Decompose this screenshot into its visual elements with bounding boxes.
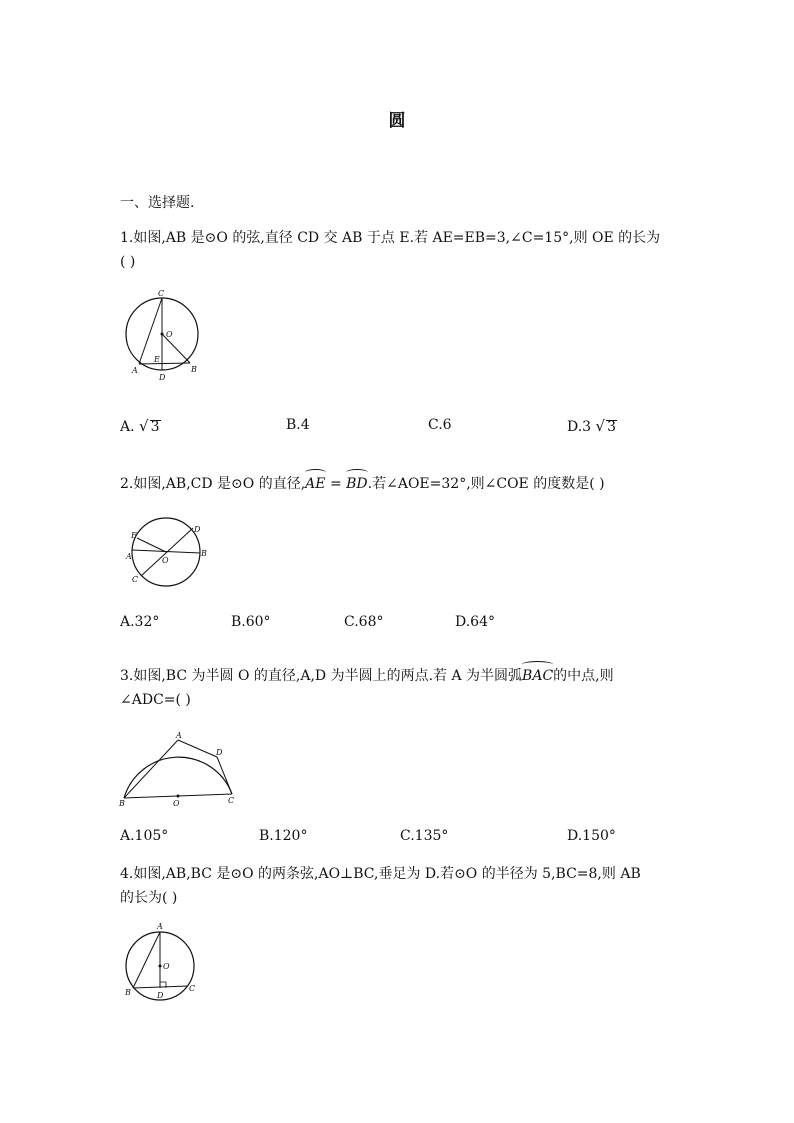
q1-option-d-label: D.3 (567, 419, 592, 435)
label-b: B (119, 799, 125, 806)
label-o: O (163, 962, 170, 971)
q1-option-a-radicand: 3 (150, 419, 160, 435)
q3-option-d[interactable]: D.150° (567, 828, 616, 844)
question-3-text (120, 664, 680, 712)
q1-option-a-label: A. (120, 419, 135, 435)
q2-option-d[interactable]: D.64° (455, 614, 495, 630)
q3-option-c[interactable]: C.135° (400, 828, 449, 844)
label-a: A (132, 366, 138, 375)
label-c: C (228, 796, 235, 805)
q3-option-a[interactable]: A.105° (120, 828, 169, 844)
page-title: 圆 (388, 111, 406, 131)
q1-option-d-radicand: 3 (607, 419, 617, 435)
q1-option-d[interactable] (567, 417, 617, 435)
center-point (159, 965, 162, 968)
q1-option-c[interactable]: C.6 (428, 417, 452, 433)
question-3-figure (118, 728, 243, 806)
chord-ad (178, 740, 217, 757)
label-b: B (125, 988, 131, 997)
question-3-line2: ∠ADC=( ) (120, 692, 191, 708)
label-b: B (191, 365, 197, 374)
center-point (161, 333, 164, 336)
q2-option-c[interactable]: C.68° (344, 614, 384, 630)
arc-bd: BD (346, 472, 368, 496)
radius-oe (137, 538, 166, 552)
label-d: D (159, 373, 166, 382)
sqrt-icon: √ (595, 417, 606, 435)
label-c: C (132, 575, 139, 584)
question-4-figure (120, 920, 210, 1010)
label-e: E (154, 355, 160, 364)
question-2-prefix: 2.如图,AB,CD 是⊙O 的直径, (120, 476, 306, 492)
label-o: O (162, 556, 169, 565)
label-c: C (189, 984, 196, 993)
label-a: A (176, 731, 182, 740)
label-d: D (216, 748, 223, 757)
label-d: D (194, 525, 201, 534)
label-a: A (126, 552, 132, 561)
question-2-text (120, 472, 680, 496)
q1-option-a[interactable] (120, 417, 161, 435)
question-1-line1: 1.如图,AB 是⊙O 的弦,直径 CD 交 AB 于点 E.若 AE=EB=3,∠C=15°,则 OE 的长为 (120, 230, 661, 246)
arc-ae: AE (305, 472, 325, 496)
semicircle-arc (124, 757, 232, 798)
label-o: O (173, 799, 180, 806)
label-a: A (157, 922, 163, 931)
question-2-figure (120, 516, 220, 588)
q2-option-b[interactable]: B.60° (231, 614, 271, 630)
question-1-text (120, 226, 680, 274)
label-c: C (158, 289, 165, 298)
question-4-line2: 的长为( ) (120, 890, 178, 906)
chord-ba (124, 740, 178, 798)
question-2-eq: = (325, 476, 347, 492)
question-1-blank: ( ) (120, 254, 136, 270)
question-4-line1: 4.如图,AB,BC 是⊙O 的两条弦,AO⊥BC,垂足为 D.若⊙O 的半径为 5,BC=8,则 AB (120, 866, 641, 882)
label-d: D (157, 991, 164, 1000)
label-e: E (131, 531, 137, 540)
question-3-suffix: 的中点,则 (553, 668, 614, 684)
center-point (177, 795, 180, 798)
q1-option-b[interactable]: B.4 (286, 417, 310, 433)
q2-option-a[interactable]: A.32° (120, 614, 160, 630)
q3-option-b[interactable]: B.120° (259, 828, 308, 844)
question-2-suffix: .若∠AOE=32°,则∠COE 的度数是( ) (367, 476, 605, 492)
label-o: O (166, 330, 173, 339)
arc-bac: BAC (522, 664, 553, 688)
section-heading: 一、选择题. (120, 195, 195, 211)
chord-dc (217, 757, 232, 794)
label-b: B (201, 549, 207, 558)
sqrt-icon: √ (139, 417, 149, 435)
question-3-prefix: 3.如图,BC 为半圆 O 的直径,A,D 为半圆上的两点.若 A 为半圆弧 (120, 668, 523, 684)
question-1-figure (120, 288, 205, 388)
question-4-text (120, 862, 680, 910)
